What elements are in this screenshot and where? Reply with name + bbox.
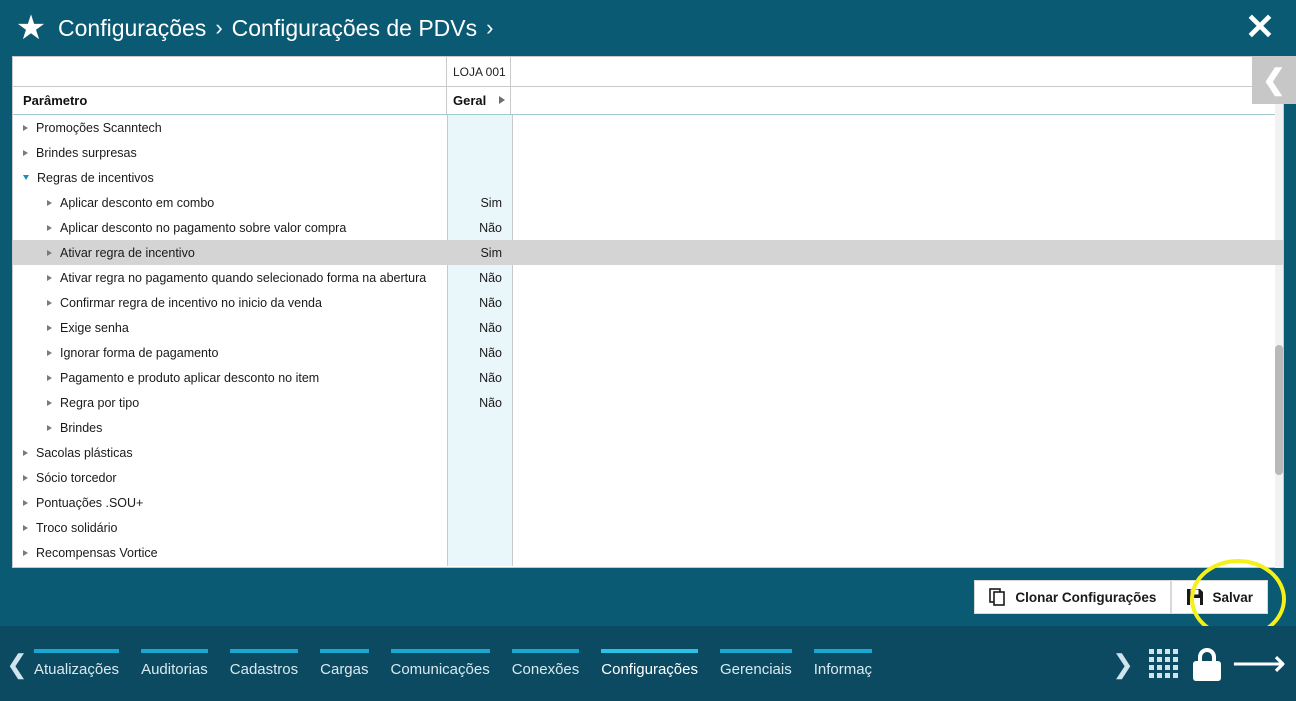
chevron-right-icon[interactable] [23,475,28,481]
nav-item-label: Auditorias [141,660,208,678]
table-row[interactable] [13,465,1283,490]
row-label-cell [13,540,447,565]
row-rest-cell [512,415,1283,440]
floppy-disk-icon [1186,588,1204,606]
chevron-right-icon[interactable] [23,125,28,131]
chevron-right-icon[interactable] [47,400,52,406]
chevron-right-icon[interactable] [47,375,52,381]
row-rest-cell [512,515,1283,540]
chevron-right-icon[interactable] [47,425,52,431]
nav-item-indicator [230,649,298,653]
grid-header-top [13,57,1283,87]
nav-item-label: Comunicações [390,660,490,678]
grid-header-top-rest [511,57,1283,86]
clone-settings-label: Clonar Configurações [1015,589,1157,605]
row-label-cell [13,340,447,365]
row-rest-cell [512,140,1283,165]
chevron-right-icon[interactable] [47,200,52,206]
nav-item-label: Cadastros [229,660,299,678]
grid-body [13,115,1283,566]
nav-item-cargas[interactable] [320,649,368,679]
table-row[interactable] [13,165,1283,190]
star-icon[interactable]: ★ [15,9,47,47]
header-bar [0,0,1296,56]
nav-item-indicator [391,649,490,653]
nav-item-indicator [512,649,580,653]
row-rest-cell [512,465,1283,490]
arrow-right-icon[interactable]: ⟶ [1231,642,1287,685]
table-row[interactable] [13,440,1283,465]
table-row[interactable] [13,540,1283,565]
action-buttons [974,580,1284,614]
footer-nav [0,626,1296,701]
nav-item-configura-es[interactable] [601,649,698,679]
row-rest-cell [512,190,1283,215]
row-value-cell[interactable] [447,515,512,540]
row-label: Aplicar desconto no pagamento sobre valor compra [60,220,347,235]
grid-rows [13,115,1283,565]
chevron-right-icon[interactable] [23,450,28,456]
chevron-right-icon [499,96,505,104]
row-value-cell[interactable] [447,490,512,515]
nav-item-indicator [720,649,792,653]
row-label-cell [13,265,447,290]
row-value-cell[interactable] [447,540,512,565]
row-label: Exige senha [60,320,129,335]
row-rest-cell [512,165,1283,190]
row-label: Ignorar forma de pagamento [60,345,219,360]
row-label-cell [13,165,447,190]
row-label: Pagamento e produto aplicar desconto no item [60,370,320,385]
row-value-cell[interactable]: Sim [480,195,502,210]
nav-item-gerenciais[interactable] [720,649,792,679]
row-label: Aplicar desconto em combo [60,195,215,210]
row-label: Brindes surpresas [36,145,137,160]
clone-settings-button[interactable] [974,580,1171,614]
chevron-down-icon[interactable] [23,175,29,180]
row-label: Regras de incentivos [37,170,154,185]
nav-item-indicator [34,649,119,653]
chevron-right-icon[interactable] [47,350,52,356]
row-label: Troco solidário [36,520,118,535]
nav-item-atualiza-es[interactable] [34,649,119,679]
table-row[interactable] [13,140,1283,165]
nav-item-conex-es[interactable] [512,649,580,679]
nav-item-label: Atualizações [34,660,120,678]
chevron-right-icon[interactable] [47,300,52,306]
row-label-cell [13,115,447,140]
row-label-cell [13,515,447,540]
grid-header-columns [13,87,1283,115]
save-label: Salvar [1212,589,1253,605]
table-row[interactable] [13,390,1283,415]
row-value-cell[interactable]: Não [479,395,502,410]
close-icon[interactable]: ✕ [1244,6,1276,47]
row-value-cell[interactable] [447,115,512,140]
row-label-cell [13,315,447,340]
row-value-cell[interactable] [447,465,512,490]
row-label-cell [13,465,447,490]
column-header-geral[interactable] [447,87,511,114]
parameters-grid [12,56,1284,568]
nav-item-label: Informaç [813,660,873,678]
chevron-right-icon[interactable] [47,325,52,331]
row-value-cell[interactable] [447,165,512,190]
nav-item-auditorias[interactable] [141,649,208,679]
row-label-cell [13,240,447,265]
table-row[interactable] [13,115,1283,140]
chevron-right-icon[interactable] [23,500,28,506]
grid-header-columns-rest [511,87,1283,114]
row-value-cell[interactable] [447,440,512,465]
nav-item-informa-[interactable] [814,649,872,679]
row-label: Recompensas Vortice [36,545,158,560]
row-label-cell [13,215,447,240]
breadcrumb-separator-1: › [215,15,223,40]
row-rest-cell [512,540,1283,565]
table-row[interactable] [13,290,1283,315]
row-rest-cell [512,290,1283,315]
row-label-cell [13,290,447,315]
row-label-cell [13,365,447,390]
breadcrumb-separator-2: › [486,15,494,40]
chevron-right-icon[interactable] [23,550,28,556]
row-label-cell [13,190,447,215]
table-row[interactable] [13,365,1283,390]
save-button[interactable] [1171,580,1268,614]
row-label: Confirmar regra de incentivo no inicio da venda [60,295,322,310]
row-rest-cell [512,365,1283,390]
action-bar [12,568,1284,626]
table-row[interactable] [13,490,1283,515]
row-label: Regra por tipo [60,395,140,410]
table-row[interactable] [13,340,1283,365]
row-rest-cell [512,115,1283,140]
row-label: Ativar regra no pagamento quando selecionado forma na abertura [60,270,427,285]
row-label-cell [13,415,447,440]
row-label: Sócio torcedor [36,470,117,485]
nav-item-indicator [601,649,698,653]
row-label-cell [13,140,447,165]
grid-header-store: LOJA 001 [447,57,511,86]
nav-item-indicator [320,649,368,653]
row-label: Ativar regra de incentivo [60,245,195,260]
row-rest-cell [512,315,1283,340]
row-rest-cell [512,265,1283,290]
grid-apps-icon[interactable] [1146,647,1180,681]
breadcrumb-item-configuracoes[interactable]: Configurações [58,14,207,41]
chevron-right-icon[interactable] [23,150,28,156]
row-label-cell [13,490,447,515]
chevron-right-icon[interactable] [47,225,52,231]
chevron-right-icon[interactable] [23,525,28,531]
nav-item-label: Conexões [511,660,580,678]
row-rest-cell [512,240,1283,265]
panel-collapse-handle[interactable] [1252,56,1296,104]
table-row[interactable] [13,190,1283,215]
row-value-cell[interactable] [447,140,512,165]
chevron-left-icon: ❮ [1262,64,1286,95]
grid-header-blank [13,57,447,86]
copy-icon [989,588,1007,606]
nav-item-comunica-es[interactable] [391,649,490,679]
nav-items [34,635,1106,693]
nav-item-label: Cargas [320,660,369,678]
nav-prev-icon[interactable]: ❮ [6,648,28,679]
row-value-cell[interactable]: Não [479,295,502,310]
nav-item-label: Configurações [601,660,698,678]
nav-next-icon[interactable]: ❯ [1112,648,1134,679]
row-rest-cell [512,390,1283,415]
row-label: Promoções Scanntech [36,120,162,135]
chevron-right-icon[interactable] [47,275,52,281]
nav-item-indicator [141,649,208,653]
lock-icon[interactable] [1192,646,1222,682]
table-row[interactable] [13,240,1283,265]
row-value-cell[interactable] [447,415,512,440]
row-value-cell[interactable]: Não [479,270,502,285]
nav-item-cadastros[interactable] [230,649,298,679]
row-rest-cell [512,490,1283,515]
table-row[interactable] [13,415,1283,440]
row-rest-cell [512,215,1283,240]
row-value-cell[interactable]: Não [479,345,502,360]
row-label: Sacolas plásticas [36,445,133,460]
table-row[interactable] [13,515,1283,540]
row-label-cell [13,440,447,465]
row-value-cell[interactable]: Não [479,320,502,335]
column-header-geral-label: Geral [453,93,487,108]
row-value-cell[interactable]: Não [479,220,502,235]
nav-item-indicator [814,649,872,653]
row-value-cell[interactable]: Não [479,370,502,385]
row-value-cell[interactable]: Sim [480,245,502,260]
row-rest-cell [512,440,1283,465]
row-label-cell [13,390,447,415]
lock-body [1193,661,1221,681]
row-label: Brindes [60,420,103,435]
row-label: Pontuações .SOU+ [36,495,144,510]
table-row[interactable] [13,315,1283,340]
column-header-parametro[interactable]: Parâmetro [13,87,447,114]
table-row[interactable] [13,265,1283,290]
chevron-right-icon[interactable] [47,250,52,256]
table-row[interactable] [13,215,1283,240]
breadcrumb-item-configuracoes-pdvs[interactable]: Configurações de PDVs [231,14,478,41]
row-rest-cell [512,340,1283,365]
nav-item-label: Gerenciais [720,660,792,678]
